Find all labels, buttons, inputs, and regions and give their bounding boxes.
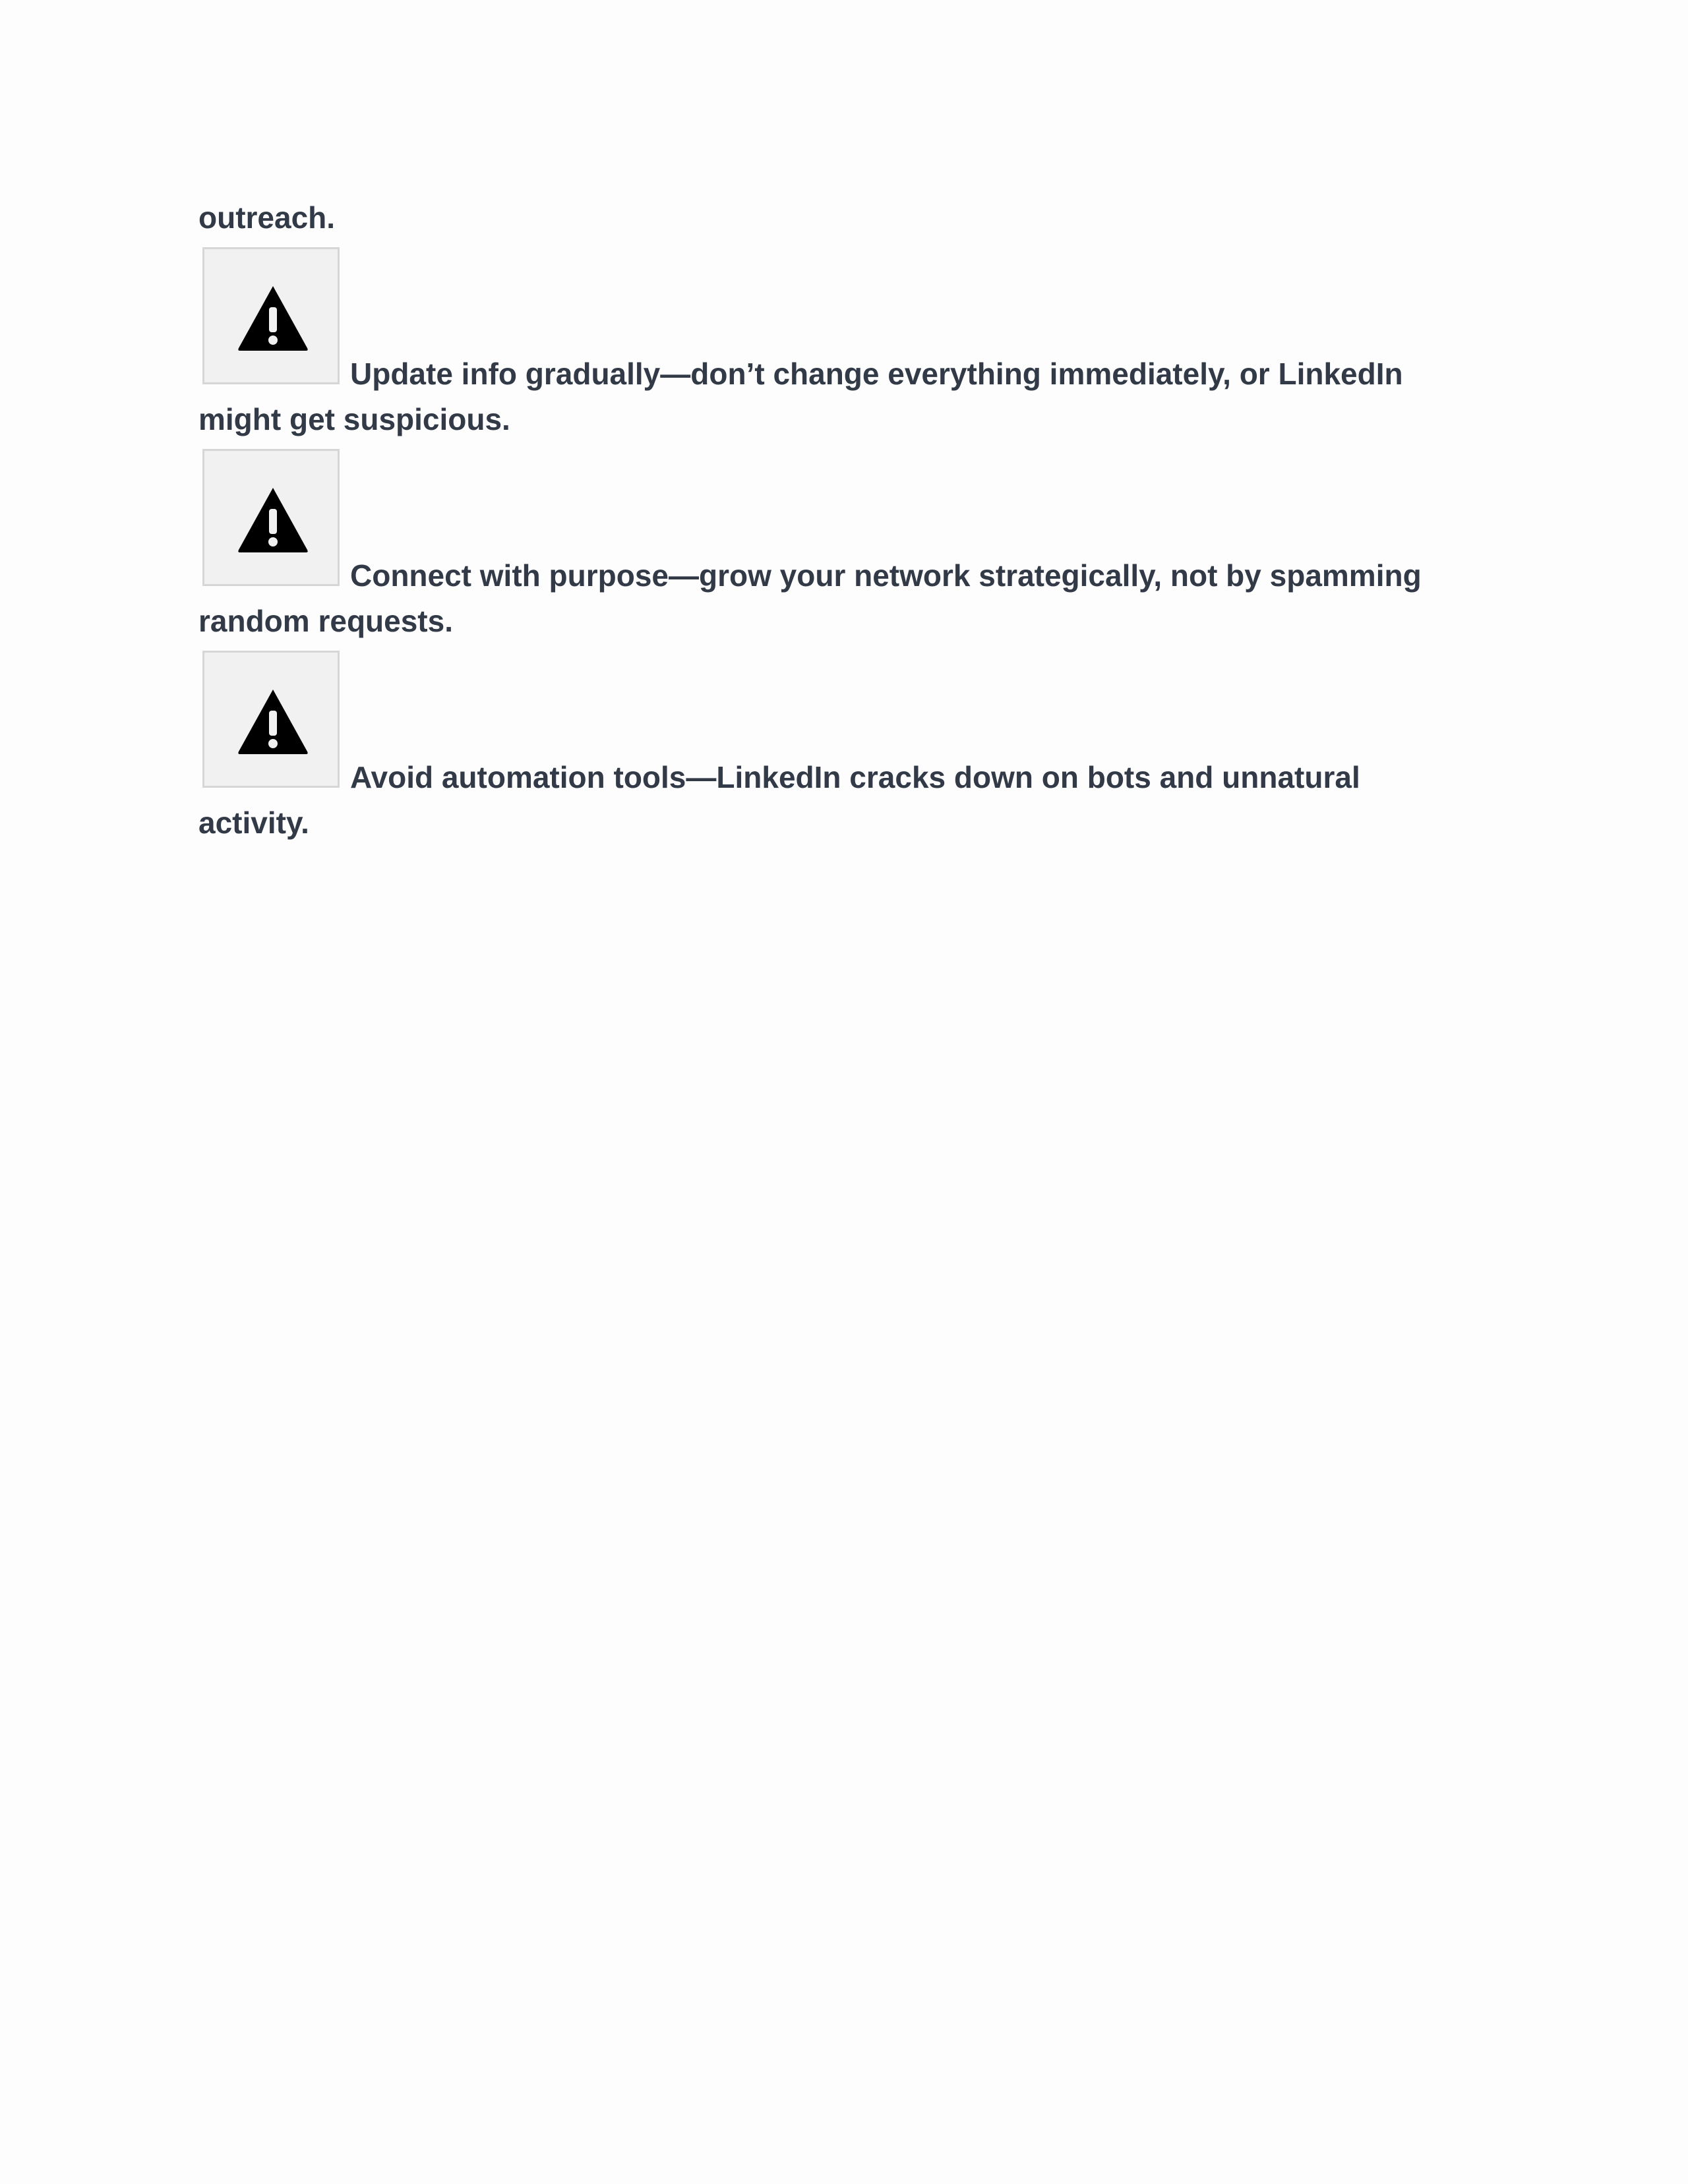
tip-text-1: Update info gradually—don’t change everything immediately, or LinkedIn might get suspicious. xyxy=(198,357,1403,436)
warning-icon xyxy=(202,651,340,788)
document-body xyxy=(198,195,1464,846)
tip-text-2: Connect with purpose—grow your network strategically, not by spamming random requests. xyxy=(198,558,1422,638)
tip-item-1 xyxy=(198,247,1464,442)
tip-text-3: Avoid automation tools—LinkedIn cracks down on bots and unnatural activity. xyxy=(198,760,1360,840)
intro-tail-text: outreach. xyxy=(198,200,336,235)
tip-item-2 xyxy=(198,449,1464,644)
warning-icon xyxy=(202,449,340,586)
tip-item-3 xyxy=(198,651,1464,846)
warning-icon xyxy=(202,247,340,384)
